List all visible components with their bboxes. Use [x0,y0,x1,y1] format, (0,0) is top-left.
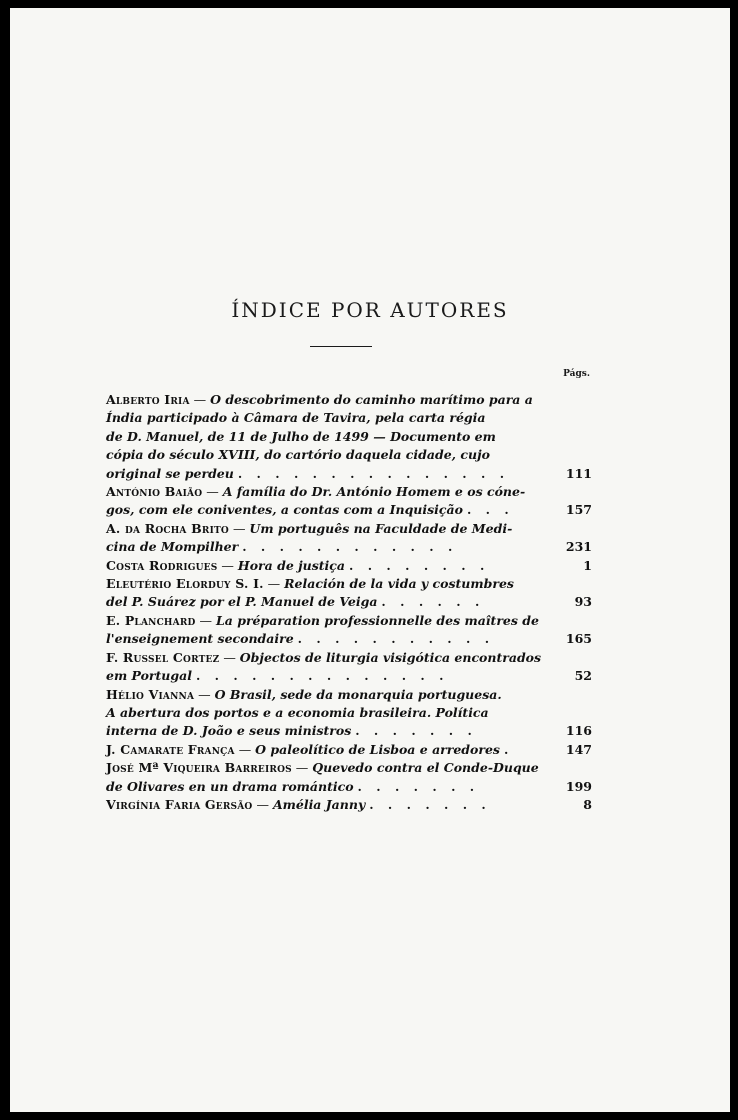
entry-author: José Mª Viqueira Barreiros [106,760,292,776]
author-separator: — [202,484,223,500]
entry-title-text: interna de D. João e seus ministros [106,723,352,739]
entry-line [106,649,546,667]
leader-dots: . . . . . . . . . . . . . . [195,668,449,684]
index-entry [106,796,592,814]
entry-page-number: 93 [574,594,592,610]
entry-line [106,520,546,538]
leader-dots: . . . . . . . [369,796,491,812]
entry-line [106,575,546,593]
entry-title-text: Amélia Janny [272,796,366,812]
leader-dots: . . . . . . . . . . . [297,631,495,647]
entry-author: Costa Rodrigues [106,557,218,573]
entry-line [106,759,546,777]
leader-dots: . . . . . . . . . . . . . . . [237,465,510,481]
entry-title-text: O paleolítico de Lisboa e arredores [255,741,500,757]
entry-page-number: 199 [565,778,592,794]
author-separator: — [252,796,273,812]
leader-dots: . . . . . . . . . . . . [242,539,458,555]
entry-author: Eleutério Elorduy S. I. [106,576,264,592]
entry-title-text: em Portugal [106,668,192,684]
entry-line [106,778,546,796]
entry-page-number: 52 [574,668,592,684]
entry-title-text: de D. Manuel, de 11 de Julho de 1499 — Documento em [106,428,496,444]
author-separator: — [195,612,216,628]
pages-column-label: Págs. [563,369,590,379]
title-rule [310,346,372,347]
entry-title-text: cina de Mompilher [106,539,239,555]
entry-title-text: original se perdeu [106,465,234,481]
entry-title-text: Objectos de liturgia visigótica encontrados [239,649,542,665]
entry-title-text: O descobrimento do caminho marítimo para a [210,392,533,407]
entry-line [106,593,546,611]
entry-title-text: de Olivares en un drama romántico [106,778,354,794]
leader-dots: . . . . . . [381,594,485,610]
entry-line [106,612,546,630]
entry-author: E. Planchard [106,612,196,628]
entry-line [106,428,546,446]
entry-title-text: l'enseignement secondaire [106,631,294,647]
entry-title-text: Quevedo contra el Conde-Duque [312,760,539,776]
author-separator: — [189,392,211,407]
entry-author: J. Camarate França [106,741,235,757]
index-entry [106,520,592,557]
entry-title-text: Um português na Faculdade de Medi- [249,520,513,536]
entry-title-text: Índia participado à Câmara de Tavira, pela carta régia [106,410,486,426]
index-entry [106,686,592,741]
index-entry [106,557,592,575]
entry-line [106,704,546,722]
entry-page-number: 111 [565,465,592,481]
entry-title-text: gos, com ele coniventes, a contas com a Inquisição [106,502,463,518]
leader-dots: . . . [466,502,514,518]
entry-title-text: La préparation professionnelle des maîtres de [215,612,539,628]
entry-author: Hélio Vianna [106,686,195,702]
entry-title-text: A abertura dos portos e a economia brasileira. Política [106,704,489,720]
leader-dots: . [503,741,514,757]
author-separator: — [194,686,215,702]
entry-page-number: 1 [583,557,592,573]
entry-line [106,722,546,740]
entry-line [106,501,546,519]
entry-line [106,391,546,409]
entry-author: Virgínia Faria Gersão [106,796,253,812]
leader-dots: . . . . . . . [355,723,477,739]
index-entry [106,483,592,520]
entry-title-text: Relación de la vida y costumbres [284,576,514,592]
leader-dots: . . . . . . . . [349,557,490,573]
author-separator: — [217,557,238,573]
entry-page-number: 147 [565,741,592,757]
entry-line [106,796,546,814]
entry-author: F. Russel Cortez [106,649,220,665]
index-entry [106,575,592,612]
document-page [10,8,730,1112]
entry-line [106,667,546,685]
author-separator: — [234,741,256,757]
entry-page-number: 116 [565,723,592,739]
entry-line [106,446,546,464]
entry-title-text: Hora de justiça [237,557,346,573]
entry-title-text: O Brasil, sede da monarquia portuguesa. [214,686,502,702]
entry-line [106,465,546,483]
index-entry [106,741,592,759]
author-separator: — [291,760,313,776]
index-entry [106,612,592,649]
index-entry [106,649,592,686]
entry-author: A. da Rocha Brito [106,520,229,536]
entry-line [106,538,546,556]
entry-page-number: 165 [565,631,592,647]
index-entry [106,391,592,483]
author-separator: — [263,576,285,592]
leader-dots: . . . . . . . [357,778,480,794]
index-entry [106,759,592,796]
entry-line [106,686,546,704]
entry-line [106,557,546,575]
entry-line [106,741,546,759]
author-separator: — [228,520,250,536]
entry-line [106,483,546,501]
entry-page-number: 231 [565,539,592,555]
entry-line [106,630,546,648]
entry-page-number: 8 [583,796,592,812]
entry-page-number: 157 [565,502,592,518]
author-index-list [106,391,592,814]
entry-title-text: A família do Dr. António Homem e os cóne- [222,484,526,500]
entry-author: António Baião [106,484,203,500]
entry-author: Alberto Iria [106,392,190,407]
entry-title-text: cópia do século XVIII, do cartório daquela cidade, cujo [106,447,490,463]
author-separator: — [219,649,240,665]
index-title: ÍNDICE POR AUTORES [231,298,509,322]
entry-title-text: del P. Suárez por el P. Manuel de Veiga [106,594,378,610]
entry-line [106,409,546,427]
